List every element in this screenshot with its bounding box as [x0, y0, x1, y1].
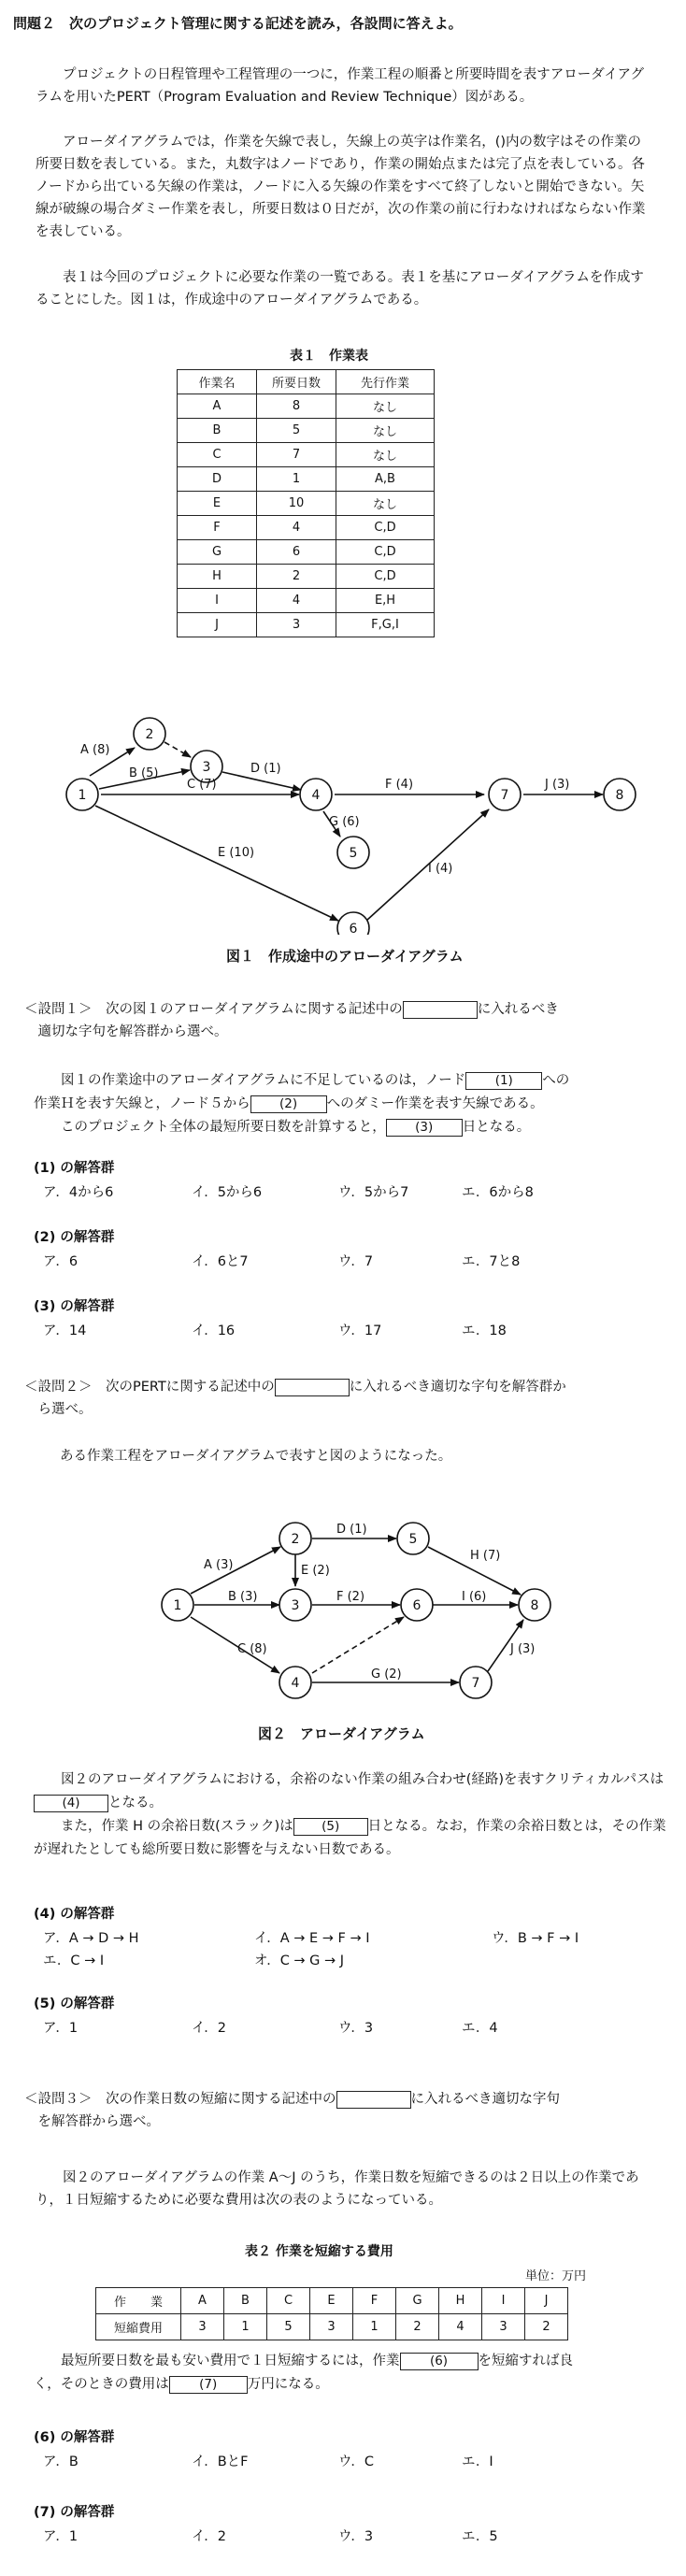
choice-item[interactable]: イ．2 — [192, 2021, 226, 2036]
g3-title: (3) の解答群 — [34, 1299, 115, 1314]
choice-item[interactable]: ア．B — [43, 2454, 79, 2469]
table2-header-cell: H — [439, 2288, 482, 2314]
q1-s1a: 図１の作業途中のアローダイアグラムに不足しているのは，ノード — [61, 1073, 466, 1088]
q3-header-text: ＜設問３＞ 次の作業日数の短縮に関する記述中の — [24, 2092, 336, 2107]
fig1-edge-label: D (1) — [250, 762, 281, 776]
table1-cell: H — [178, 565, 257, 589]
fig2-edge-label: D (1) — [336, 1523, 367, 1537]
table2-header-label: 作 業 — [96, 2288, 181, 2314]
table1-cell: B — [178, 419, 257, 443]
answer-blank-2[interactable]: (2) — [250, 1095, 327, 1113]
choice-item[interactable]: ア．1 — [43, 2021, 79, 2036]
fig2-edge-label: F (2) — [336, 1590, 365, 1604]
fig1-node-label: 6 — [349, 922, 358, 935]
choice-item[interactable]: ア．A → D → H — [43, 1931, 139, 1946]
fig2-node-label: 8 — [530, 1598, 539, 1613]
table1-header-cell: 所要日数 — [257, 370, 336, 394]
table1-cell: 3 — [257, 613, 336, 637]
q2-s1b: となる。 — [108, 1796, 163, 1810]
g6-title: (6) の解答群 — [34, 2430, 115, 2445]
choice-item[interactable]: オ．C → G → J — [254, 1953, 345, 1968]
g1-title: (1) の解答群 — [34, 1161, 115, 1176]
choice-item[interactable]: ア．14 — [43, 1324, 87, 1338]
answer-blank-7[interactable]: (7) — [169, 2376, 248, 2394]
table1-cell: E,H — [336, 589, 435, 613]
fig2-node-label: 1 — [173, 1598, 182, 1613]
q1-blank-marker — [403, 1001, 478, 1019]
fig1-node-label: 3 — [202, 760, 211, 775]
choice-item[interactable]: エ．4 — [462, 2021, 498, 2036]
q1-header-text2: に入れるべき — [477, 1002, 559, 1017]
table1-cell: D — [178, 467, 257, 492]
choice-item[interactable]: イ．BとF — [192, 2454, 249, 2469]
table-row — [178, 394, 435, 419]
answer-blank-5[interactable]: (5) — [293, 1818, 368, 1836]
q3-header — [24, 2088, 669, 2133]
choice-item[interactable]: ウ．3 — [338, 2021, 374, 2036]
q3-s1a: 最短所要日数を最も安い費用で１日短縮するには，作業 — [61, 2354, 400, 2368]
table1-cell: 7 — [257, 443, 336, 467]
work-table — [177, 369, 435, 637]
q2-header-text2: に入れるべき適切な字句を解答群か — [349, 1380, 566, 1395]
table2-value-cell: 3 — [482, 2314, 525, 2340]
choice-item[interactable]: イ．5から6 — [192, 1185, 263, 1200]
table1-cell: E — [178, 492, 257, 516]
table2-header-cell: E — [310, 2288, 353, 2314]
table1-cell: A,B — [336, 467, 435, 492]
intro-paragraph-2: アローダイアグラムでは，作業を矢線で表し，矢線上の英字は作業名，()内の数字はその作業の所要日数を表している。また，丸数字はノードであり，作業の開始点または完了点を表している。各ノードから出ている矢線の作業は，ノードに入る矢線の作業をすべて終了しないと開始できない。矢線が破線の場合ダミー作業を表し，所要日数は０日だが，次の作業の前に行わなければならない作業を表している。 — [36, 135, 646, 239]
fig1-node-label: 5 — [349, 846, 358, 861]
table1-cell: なし — [336, 492, 435, 516]
choice-item[interactable]: ア．6 — [43, 1254, 79, 1269]
q3-blank-marker — [336, 2091, 411, 2109]
table-row — [178, 516, 435, 540]
table2-value-cell: 1 — [353, 2314, 396, 2340]
g7-title: (7) の解答群 — [34, 2505, 115, 2520]
table1-cell: C,D — [336, 540, 435, 565]
table1-cell: C,D — [336, 516, 435, 540]
table-row — [178, 443, 435, 467]
choice-item[interactable]: エ．5 — [462, 2529, 498, 2544]
fig2-edge-label: B (3) — [228, 1590, 258, 1604]
choice-item[interactable]: イ．16 — [192, 1324, 236, 1338]
table1-cell: 1 — [257, 467, 336, 492]
q2-statement — [34, 1768, 669, 1862]
fig2-node-label: 4 — [291, 1676, 300, 1691]
answer-blank-4[interactable]: (4) — [34, 1795, 108, 1812]
fig2-edge-label: E (2) — [301, 1564, 330, 1578]
fig1-arrow-e — [95, 806, 338, 921]
table1-cell: 10 — [257, 492, 336, 516]
table1-title: 表１ 作業表 — [290, 349, 368, 364]
fig1-edge-label: A (8) — [80, 743, 110, 757]
q2-lead: ある作業工程をアローダイアグラムで表すと図のようになった。 — [60, 1449, 452, 1464]
fig1-dummy-2-3 — [164, 742, 191, 757]
fig2-edge-label: G (2) — [371, 1667, 402, 1682]
table2-header-cell: B — [224, 2288, 267, 2314]
g5-title: (5) の解答群 — [34, 1996, 115, 2011]
q2-header — [24, 1376, 669, 1421]
q2-blank-marker — [275, 1379, 350, 1396]
choice-item[interactable]: ウ．C — [338, 2454, 374, 2469]
choice-item[interactable]: イ．A → E → F → I — [254, 1931, 370, 1946]
q3-statement — [34, 2350, 669, 2397]
arrow-diagram-figure1 — [0, 654, 686, 935]
q2-s2a: また，作業 H の余裕日数(スラック)は — [61, 1819, 293, 1834]
fig2-edge-label: C (8) — [237, 1642, 267, 1656]
q3-header-text3: を解答群から選べ。 — [37, 2114, 160, 2129]
table1-cell: C — [178, 443, 257, 467]
shortening-cost-table — [95, 2287, 568, 2340]
fig1-node-label: 1 — [78, 788, 87, 803]
choice-item[interactable]: ア．4から6 — [43, 1185, 114, 1200]
table-row — [178, 492, 435, 516]
q2-header-text: ＜設問２＞ 次のPERTに関する記述中の — [24, 1380, 275, 1395]
table1-header-cell: 先行作業 — [336, 370, 435, 394]
q2-s1a: 図２のアローダイアグラムにおける，余裕のない作業の組み合わせ(経路)を表すクリティカルパスは — [61, 1772, 665, 1787]
choice-item[interactable]: エ．7と8 — [462, 1254, 521, 1269]
table2-header-cell: G — [396, 2288, 439, 2314]
fig2-node-label: 5 — [408, 1532, 418, 1547]
table2-header-cell: A — [181, 2288, 224, 2314]
table2-title: 表２ 作業を短縮する費用 — [245, 2244, 393, 2259]
q3-lead: 図２のアローダイアグラムの作業 A～J のうち，作業日数を短縮できるのは２日以上の作業であり，１日短縮するために必要な費用は次の表のようになっている。 — [36, 2170, 639, 2208]
intro-paragraph-3: 表１は今回のプロジェクトに必要な作業の一覧である。表１を基にアローダイアグラムを作成することにした。図１は，作成途中のアローダイアグラムである。 — [36, 270, 644, 308]
table1-cell: J — [178, 613, 257, 637]
table1-cell: なし — [336, 419, 435, 443]
fig1-node-label: 7 — [500, 788, 509, 803]
q1-s3a: このプロジェクト全体の最短所要日数を計算すると， — [61, 1120, 386, 1135]
choice-item[interactable]: ウ．3 — [338, 2529, 374, 2544]
fig1-edge-label: F (4) — [385, 778, 414, 792]
fig2-edge-label: H (7) — [470, 1549, 501, 1563]
problem-title: 問題２ 次のプロジェクト管理に関する記述を読み，各設問に答えよ。 — [13, 15, 463, 32]
q2-header-text3: ら選べ。 — [37, 1402, 93, 1417]
table2-value-cell: 2 — [396, 2314, 439, 2340]
q1-s3b: 日となる。 — [462, 1120, 531, 1135]
q1-header-text3: 適切な字句を解答群から選べ。 — [37, 1024, 228, 1039]
answer-blank-6[interactable]: (6) — [400, 2353, 479, 2370]
table1-cell: 4 — [257, 589, 336, 613]
table2-row-label: 短縮費用 — [96, 2314, 181, 2340]
table-row — [178, 467, 435, 492]
table1-cell: なし — [336, 394, 435, 419]
answer-blank-1[interactable]: (1) — [465, 1072, 542, 1090]
table2-header-cell: I — [482, 2288, 525, 2314]
q1-header-text: ＜設問１＞ 次の図１のアローダイアグラムに関する記述中の — [24, 1002, 403, 1017]
table-row — [178, 419, 435, 443]
q1-statement — [34, 1069, 669, 1139]
g4-title: (4) の解答群 — [34, 1907, 115, 1922]
q3-s1b: を短縮すれば良 — [478, 2354, 573, 2368]
fig1-edge-label: C (7) — [187, 778, 217, 792]
table-row — [178, 613, 435, 637]
q3-s2a: く，そのときの費用は — [34, 2377, 169, 2392]
table-row — [178, 540, 435, 565]
fig1-edge-label: G (6) — [329, 815, 360, 829]
table1-cell: 4 — [257, 516, 336, 540]
table1-cell: 5 — [257, 419, 336, 443]
q1-s1b: への — [542, 1073, 570, 1088]
choice-item[interactable]: エ．18 — [462, 1324, 507, 1338]
fig1-node-label: 8 — [615, 788, 624, 803]
choice-item[interactable]: エ．6から8 — [462, 1185, 534, 1200]
table2-value-cell: 3 — [310, 2314, 353, 2340]
fig2-dummy-4-6 — [312, 1617, 404, 1673]
q3-s2b: 万円になる。 — [247, 2377, 329, 2392]
q2-s2b: 日となる。なお，作業の余裕日数とは，その作業が遅れたとしても総所要日数に影響を与えない日数である。 — [34, 1819, 666, 1857]
fig1-node-label: 4 — [311, 788, 321, 803]
table1-cell: I — [178, 589, 257, 613]
table1-cell: A — [178, 394, 257, 419]
table2-value-cell: 4 — [439, 2314, 482, 2340]
fig2-caption: 図２ アローダイアグラム — [258, 1725, 425, 1742]
q1-header — [24, 998, 669, 1043]
table-row — [178, 565, 435, 589]
table2-value-cell: 5 — [267, 2314, 310, 2340]
q1-s2a: 作業Ｈを表す矢線と，ノード５から — [34, 1096, 250, 1111]
table2-header-cell: J — [525, 2288, 568, 2314]
table2-value-cell: 3 — [181, 2314, 224, 2340]
table1-cell: 2 — [257, 565, 336, 589]
fig2-edge-label: I (6) — [462, 1590, 487, 1604]
choice-item[interactable]: イ．6と7 — [192, 1254, 249, 1269]
fig2-node-label: 6 — [412, 1598, 422, 1613]
table2-header-cell: C — [267, 2288, 310, 2314]
table-row — [178, 589, 435, 613]
fig2-edge-label: A (3) — [204, 1558, 234, 1572]
table1-cell: 8 — [257, 394, 336, 419]
fig1-edge-label: B (5) — [129, 766, 159, 780]
choice-item[interactable]: ア．1 — [43, 2529, 79, 2544]
fig1-edge-label: J (3) — [545, 778, 570, 792]
table2-value-cell: 1 — [224, 2314, 267, 2340]
table1-header-cell: 作業名 — [178, 370, 257, 394]
fig2-node-label: 3 — [291, 1598, 300, 1613]
choice-item[interactable]: ウ．B → F → I — [492, 1931, 579, 1946]
answer-blank-3[interactable]: (3) — [386, 1119, 463, 1137]
table1-cell: G — [178, 540, 257, 565]
table2-header-cell: F — [353, 2288, 396, 2314]
table2-unit: 単位：万円 — [525, 2269, 587, 2283]
choice-item[interactable]: エ．I — [462, 2454, 493, 2469]
table1-cell: F,G,I — [336, 613, 435, 637]
fig2-edge-label: J (3) — [510, 1642, 536, 1656]
choice-item[interactable]: ウ．7 — [338, 1254, 374, 1269]
q1-s2b: へのダミー作業を表す矢線である。 — [326, 1096, 544, 1111]
fig2-node-label: 7 — [471, 1676, 480, 1691]
table1-cell: C,D — [336, 565, 435, 589]
arrow-diagram-figure2 — [0, 1477, 686, 1739]
fig1-caption: 図１ 作成途中のアローダイアグラム — [226, 948, 464, 965]
choice-item[interactable]: ウ．17 — [338, 1324, 382, 1338]
choice-item[interactable]: ウ．5から7 — [338, 1185, 409, 1200]
table1-cell: 6 — [257, 540, 336, 565]
fig2-node-label: 2 — [291, 1532, 300, 1547]
choice-item[interactable]: イ．2 — [192, 2529, 226, 2544]
intro-paragraph-1: プロジェクトの日程管理や工程管理の一つに，作業工程の順番と所要時間を表すアローダイアグラムを用いたPERT（Program Evaluation and Review Technique）図がある。 — [36, 67, 645, 105]
fig1-node-label: 2 — [145, 727, 154, 742]
fig1-edge-label: I (4) — [428, 862, 453, 876]
fig1-edge-label: E (10) — [218, 846, 255, 860]
q3-header-text2: に入れるべき適切な字句 — [410, 2092, 560, 2107]
table1-cell: なし — [336, 443, 435, 467]
table1-cell: F — [178, 516, 257, 540]
choice-item[interactable]: エ．C → I — [43, 1953, 105, 1968]
table2-value-cell: 2 — [525, 2314, 568, 2340]
g2-title: (2) の解答群 — [34, 1230, 115, 1245]
